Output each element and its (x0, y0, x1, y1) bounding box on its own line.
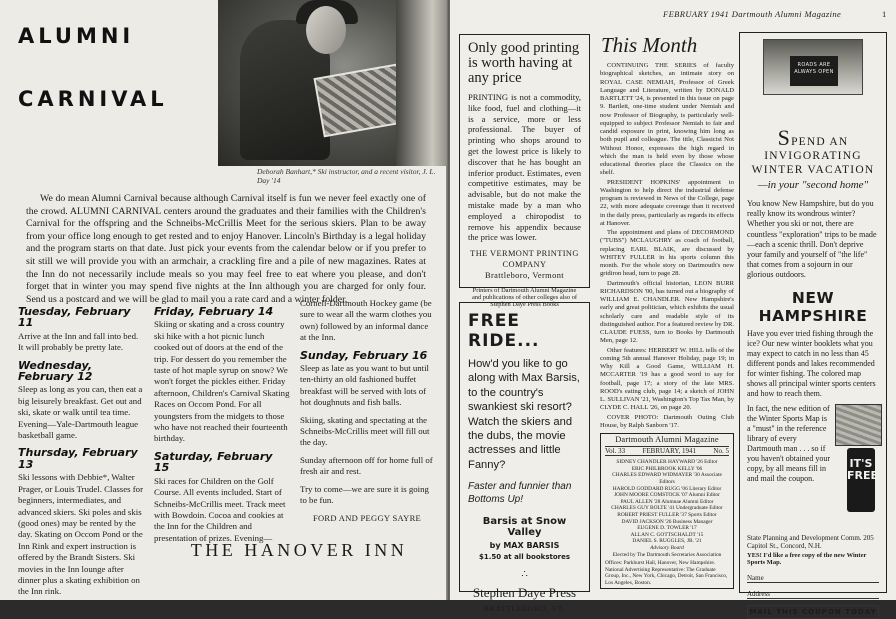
day-heading: Tuesday, February 11 (18, 305, 131, 330)
masthead-staff-line: HAROLD GODDARD RUGG '06 Literary Editor (612, 485, 722, 492)
this-month-paragraph: Dartmouth's official historian, LEON BURR RICHARDSON '00, has turned out a biography of WILLIAM E. CHANDLER. New Hampshire's early and great politician, which exhibits the usual scholarly care and readable style of its distinguished author. For a featured review by DR. CLAUDE FUESS, turn to Books by Dartmouth Men, page 12. (600, 279, 734, 345)
day-text: Cornell-Dartmouth Hockey game (be sure to wear all the warm clothes you own) followed by an informal dance at the Inn. (300, 298, 432, 343)
masthead (600, 433, 734, 589)
press-name: Stephen Daye Press (472, 585, 577, 601)
running-header: FEBRUARY 1941 Dartmouth Alumni Magazine (663, 9, 842, 19)
its-free-tag: IT'S FREE (847, 448, 875, 512)
day-heading: Friday, February 14 (154, 305, 274, 318)
schedule-column-1 (18, 300, 145, 604)
this-month-title: This Month (601, 33, 698, 57)
vacation-bottom-block (747, 404, 879, 532)
day-text: Skiing or skating and a cross country ski hike with a hot picnic lunch cooked out of doors at the end of the trip. For dessert do you remember the taste of hot maple syrup on snow? We won't forget the pickles either. Friday afternoon, Children's Carnival Skating Races on Occom Pond. For all youngsters from the midgets to those who have not reached their fourteenth birthday. (154, 319, 290, 444)
day-text: Sleep as late as you want to but until ten-thirty an old fashioned buffet breakfast will be served with lots of hot doughnuts and fish balls. (300, 363, 429, 408)
vacation-body-3: In fact, the new edition of the Winter Sports Map is a "must" in the reference library of every Dartmouth man . . . so if you haven't obtained your copy, by all means fill in and mail the coupon. (747, 403, 830, 483)
masthead-staff-line: CHARLES EDWARD WIDMAYER '30 Associate Editors (612, 472, 722, 485)
this-month-body (600, 62, 734, 431)
vacation-body-2: Have you ever tried fishing through the ice? Our new winter booklets what you may expect to catch in no less than 45 different ponds and lakes recommended for winter fishing. The colored map shows all principal winter sports centers and how to reach them. (747, 328, 876, 398)
road-sign-text: ROADS ARE ALWAYS OPEN (790, 56, 838, 86)
masthead-staff-line: Elected by The Dartmouth Secretaries Association (612, 551, 722, 558)
day-heading: Saturday, February 15 (154, 449, 273, 475)
day-text: Try to come—we are sure it is going to be fun. (300, 483, 429, 506)
masthead-staff-line: JOHN MOORE COMSTOCK '07 Alumni Editor (614, 492, 720, 499)
signature: FORD AND PEGGY SAYRE (312, 512, 422, 523)
vacation-subhead: —in your "second home" (757, 179, 869, 191)
masthead-staff-line: EUGENE D. TOWLER '17 (637, 525, 697, 532)
page-title-line-1: ALUMNI (18, 24, 135, 48)
masthead-staff-line: Advisory Board (650, 544, 684, 551)
day-heading: Thursday, February 13 (18, 446, 138, 471)
ad-printers-note: Printers of Dartmouth Alumni Magazine and publications of other colleges also of Stephen Daye Press Books (471, 286, 578, 309)
headline-rest: PEND AN INVIGORATING WINTER VACATION (751, 136, 875, 176)
headline-initial: S (777, 125, 792, 150)
page-title-line-2: CARNIVAL (18, 87, 168, 111)
masthead-issue-row (605, 446, 729, 457)
masthead-staff-line: CHARLES GUY BOLTE '41 Undergraduate Editor (611, 505, 723, 512)
press-logo-icon: ∴ (521, 569, 528, 581)
winter-sports-map-picture (835, 404, 882, 446)
schedule-column-2 (154, 300, 290, 550)
mail-coupon-banner: MAIL THIS COUPON TODAY (747, 605, 879, 619)
photo-caption: Deborah Banhart,* Ski instructor, and a recent visitor, J. L. Day '14 (257, 167, 436, 185)
press-city: BRATTLEBORO, VT. (483, 604, 566, 614)
this-month-paragraph: PRESIDENT HOPKINS' appointment to Washington to help direct the industrial defense program is reviewed in News of the College, page 22, with more adequate coverage than it received in the daily press, particularly as regards its effects at Hanover. (600, 178, 734, 227)
name-field[interactable]: Name (747, 574, 879, 583)
book-title: Barsis at Snow Valley (482, 516, 567, 539)
day-text: Arrive at the Inn and fall into bed. It will probably be pretty late. (18, 330, 139, 353)
road-sign-photo (763, 39, 863, 95)
masthead-staff-line: ROBERT PRIEST FULLER '37 Sports Editor (617, 511, 717, 518)
address-field[interactable]: Address (747, 590, 879, 599)
day-text: Ski lessons with Debbie*, Walter Prager, or Louis Trudel. Classes for beginners, intermediates, and advanced skiers. Ski poles and skis (good ones) may be rented by the day. Skating on Occom Pond or the Inn Rink and expert instruction is offered by the Brandt Sisters. Ski movies in the Inn lounge after dinner plus a skating exhibition on the Inn rink. (18, 472, 143, 597)
day-heading: Wednesday, February 12 (18, 358, 93, 384)
ad-body: PRINTING is not a commodity, like food, fuel and clothing—it is a service, more or less professional. The buyer of printing who shops around to get the lowest price is likely to discover that he has bought an inferior product. Estimates, even competitive estimates, may be advisable, but do not make the mistake made by a man who employed a chiropodist to remove his appendix because the price was lower. (468, 92, 581, 243)
carnival-photo (218, 0, 448, 166)
right-page (450, 0, 896, 616)
masthead-staff-line: PAUL ALLEN '28 Alumnae Alumni Editor (620, 498, 714, 505)
this-month-paragraph: Other features: HERBERT W. HILL tells of the coming 5th annual Hanover Holiday, page 19; in Why Kill a Good Game, WILLIAM H. MCCARTER '19 has a good word to say for football, page 17; a story of the late MRS. ROOD's eating club, page 14; a sketch of JOHN L. SULLIVAN '21, Washington's Top Tax Man, by CLYDE C. HALL '26, on page 20. (600, 346, 734, 412)
inn-name: THE HANOVER INN (190, 540, 408, 560)
masthead-offices: Offices: Parkhurst Hall, Hanover, New Hampshire. National Advertising Representative: The Graduate Group, Inc., New York, Chicago, Detroit, San Francisco, Los Angeles, Boston. (605, 560, 728, 586)
ad-headline: FREE RIDE... (468, 311, 540, 351)
day-text: Skiing, skating and spectating at the Schneibs-McCrillis meet will fill out the day. (300, 414, 430, 448)
masthead-staff-line: DAVID JACKSON '26 Business Manager (621, 518, 713, 525)
this-month-paragraph: The appointment and plans of DECORMOND ("TUBS") MCLAUGHRY as coach of football, replacing EARL BLAIK, are discussed by WHITEY FULLER in his sports column this month. For the whole story on Dartmouth's new gridiron head, turn to page 28. (600, 229, 734, 278)
photo-head (306, 6, 346, 54)
vacation-headline (747, 125, 879, 177)
ad-headline: Only good printing is worth having at any price (468, 40, 580, 86)
ad-tagline: Faster and funnier than Bottoms Up! (468, 481, 572, 506)
schedule-column-3 (300, 300, 434, 524)
photo-visitor-figure (396, 0, 448, 166)
left-page (0, 0, 448, 600)
masthead-number: No. 5 (713, 446, 729, 455)
day-text: Sunday afternoon off for home full of fresh air and rest. (300, 454, 433, 477)
vacation-body: You know New Hampshire, but do you really know its wondrous winter? Whether you ski or not, there are countless "exploration" trips to be made—each a scenic thrill. Don't deprive your family and yourself of "the life" that comes from a sojourn in our glorious outdoors. (747, 199, 877, 280)
masthead-title: Dartmouth Alumni Magazine (615, 435, 719, 444)
masthead-staff-line: ALLAN C. GOTTSCHALDT '15 (630, 531, 704, 538)
masthead-volume: Vol. 33 (605, 446, 626, 455)
masthead-date: FEBRUARY, 1941 (642, 446, 697, 455)
this-month-paragraph: COVER PHOTO: Dartmouth Outing Club House, by Ralph Sanborn '17. (600, 413, 734, 429)
free-ride-ad (459, 302, 590, 614)
masthead-staff-line: ERIC PHILBROOK KELLY '06 (631, 465, 703, 472)
coupon (747, 534, 879, 619)
masthead-editor: SIDNEY CHANDLER HAYWARD '26 Editor (616, 459, 718, 466)
day-text: Sleep as long as you can, then eat a big leisurely breakfast. Get out and ski, skate or walk until tea time. Evening—Yale-Dartmouth league basketball game. (18, 384, 143, 441)
masthead-staff-line: DANIEL S. RUGGLES, JR. '21 (632, 538, 702, 545)
ad-body: How'd you like to go along with Max Barsis, to the country's swankiest ski resort? Watch the skiers and the dubs, the movie actresses and little Fanny? (468, 358, 580, 471)
book-author: by MAX BARSIS (489, 541, 560, 551)
coupon-request: YES! I'd like a free copy of the new Winter Sports Map. (747, 551, 867, 567)
ad-company: THE VERMONT PRINTING COMPANY (470, 249, 579, 269)
commission-address: State Planning and Development Comm. 205 Capitol St., Concord, N.H. (747, 533, 874, 550)
vermont-printing-ad (459, 34, 590, 309)
page-number: 1 (882, 9, 887, 19)
intro-paragraph: We do mean Alumni Carnival because although Carnival itself is fun we never feel exactly one of the crowd. ALUMNI CARNIVAL centers around the graduates and their families with the Children's Carnival for the offspring and the Schneibs-McCrillis Meet for the serious skiers. Plan to be away from your office long enough to get rested and to enjoy Hanover. Lincoln's Birthday is a legal holiday and the program starts on that date. Just pick your events from the calendar below or if you prefer to sit still we will provide you with an armchair, a crackling fire and a pile of new magazines. Rates at the Inn do not necessarily include meals so you may feel free to eat where you please, and don't forget that in winter you may spend five nights at the Inn although you are charged for only four. Send us a postcard and we will be glad to mail you a rate card and a winter folder. (26, 193, 426, 305)
day-text: Ski races for Children on the Golf Course. All events included. Start of Schneibs-McCrillis meet. Track meet with Bowdoin. Cocoa and cookies at the Inn for the Children and presentation of prizes. Evening— (154, 475, 286, 543)
book-price: $1.50 at all bookstores (478, 553, 571, 562)
day-heading: Sunday, February 16 (300, 348, 428, 362)
new-hampshire-vacation-ad (739, 32, 887, 616)
new-hampshire-title: NEW HAMPSHIRE (758, 288, 868, 325)
this-month-paragraph: CONTINUING THE SERIES of faculty biographical sketches, an intimate story on ROYAL CASE NEMIAH, Professor of Greek Language and Literature, written by DONALD BARTLETT '24, is presented in this issue on page 9. Bartlett, one-time student under Nemiah and now Professor of Biography, is particularly well-equipped to subject Professor Nemiah to fair and candid exposure in print, knowing him long as both pupil and colleague. The title, Classicist Not Without Honor, expresses the high regard in which the man is held even by those whose educational theories place the Classics on the shelf. (600, 62, 734, 177)
ad-city: Brattleboro, Vermont (484, 271, 565, 281)
